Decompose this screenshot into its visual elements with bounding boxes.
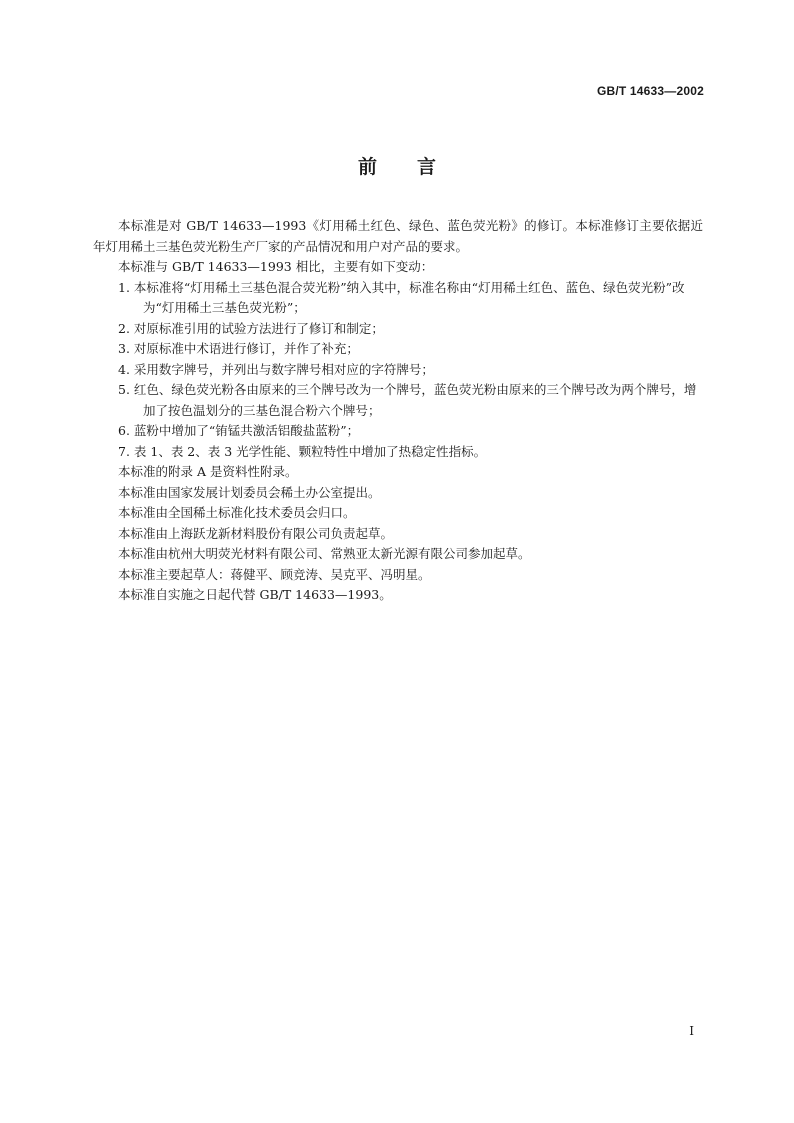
note-main-drafters: 本标准主要起草人：蒋健平、顾竞涛、吴克平、冯明星。 (118, 566, 431, 582)
change-item-3: 3. 对原标准中术语进行修订，并作了补充； (118, 341, 359, 356)
change-item-7: 7. 表 1、表 2、表 3 光学性能、颗粒特性中增加了热稳定性指标。 (118, 443, 487, 459)
foreword-body (93, 216, 703, 606)
note-appendix: 本标准的附录 A 是资料性附录。 (118, 464, 298, 479)
change-item-1: 1. 本标准将“灯用稀土三基色混合荧光粉”纳入其中，标准名称由“灯用稀土红色、蓝色、绿色荧光粉”改为“灯用稀土三基色荧光粉”； (118, 279, 685, 315)
change-item-6: 6. 蓝粉中增加了“铕锰共激活铝酸盐蓝粉”； (118, 423, 360, 438)
note-committee: 本标准由全国稀土标准化技术委员会归口。 (118, 505, 356, 520)
change-item-5: 5. 红色、绿色荧光粉各由原来的三个牌号改为一个牌号，蓝色荧光粉由原来的三个牌号改为两个牌号，增加了按色温划分的三基色混合粉六个牌号； (118, 382, 697, 418)
page-title (0, 152, 794, 179)
note-co-drafters: 本标准由杭州大明荧光材料有限公司、常熟亚太新光源有限公司参加起草。 (118, 546, 531, 561)
note-drafting-lead: 本标准由上海跃龙新材料股份有限公司负责起草。 (118, 525, 394, 541)
change-item-2: 2. 对原标准引用的试验方法进行了修订和制定； (118, 320, 384, 336)
page-number: I (689, 1024, 694, 1038)
standard-code: GB/T 14633—2002 (596, 84, 704, 98)
changes-intro-paragraph: 本标准与 GB/T 14633—1993 相比，主要有如下变动： (118, 259, 434, 274)
intro-paragraph: 本标准是对 GB/T 14633—1993《灯用稀土红色、绿色、蓝色荧光粉》的修订。本标准修订主要依据近年灯用稀土三基色荧光粉生产厂家的产品情况和用户对产品的要求。 (93, 218, 703, 254)
note-replacement: 本标准自实施之日起代替 GB/T 14633—1993。 (118, 587, 392, 602)
change-item-4: 4. 采用数字牌号，并列出与数字牌号相对应的字符牌号； (118, 361, 434, 377)
title-char-1: 前 (357, 156, 377, 178)
note-proposer: 本标准由国家发展计划委员会稀土办公室提出。 (118, 484, 381, 500)
title-char-2: 言 (417, 156, 437, 178)
